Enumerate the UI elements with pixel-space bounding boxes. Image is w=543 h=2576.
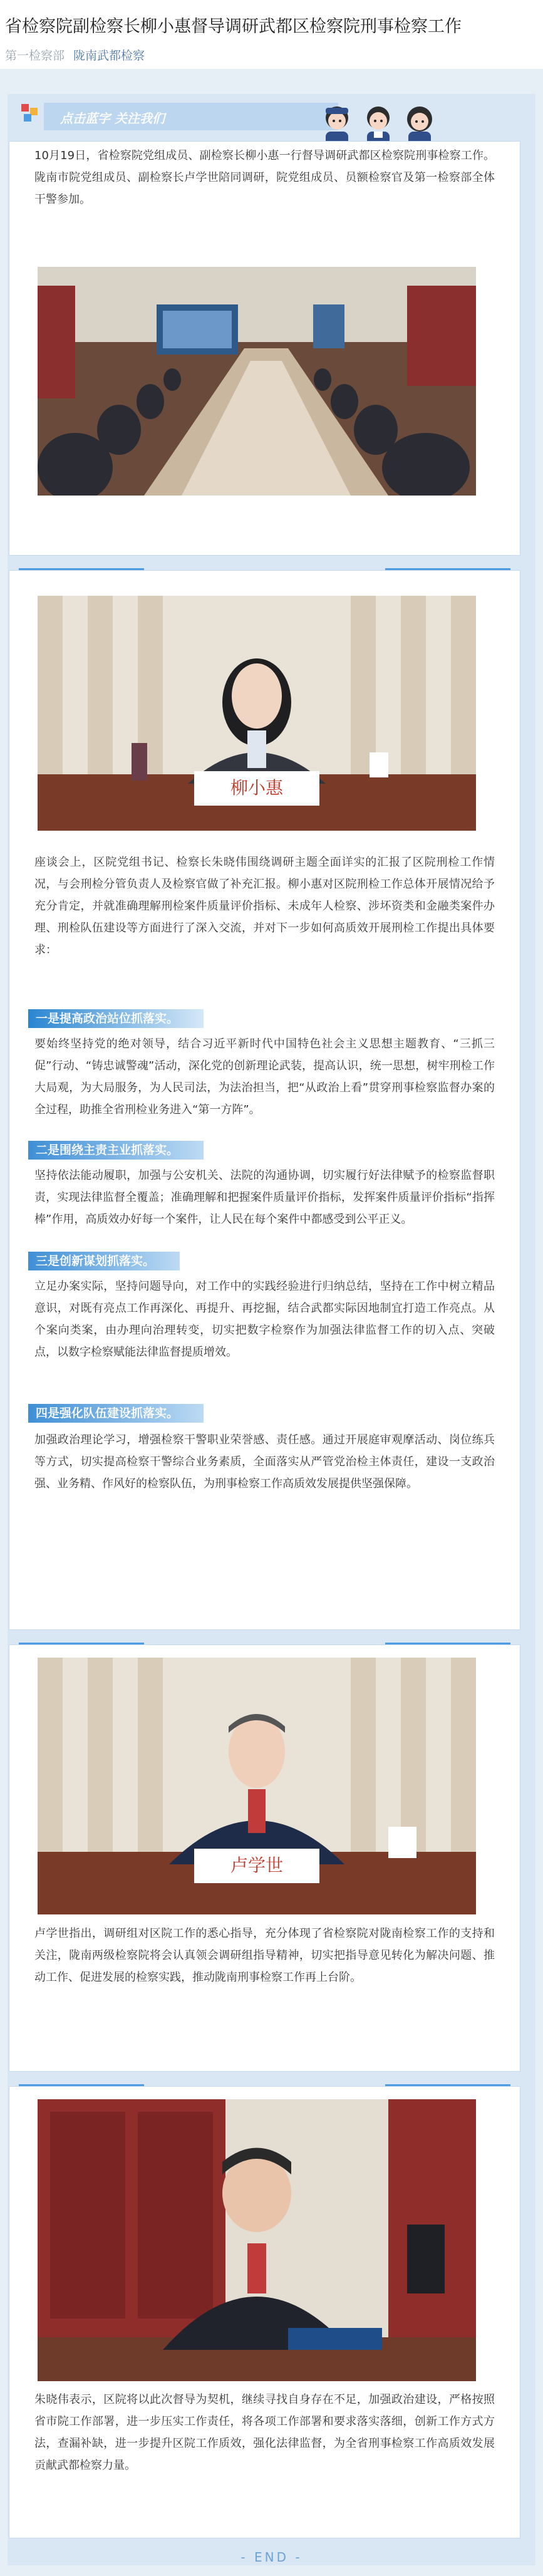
meeting-room-photo [38, 267, 476, 496]
article-meta [5, 46, 145, 63]
speaker-photo [38, 1658, 476, 1914]
content-card [9, 141, 520, 556]
divider [385, 2084, 510, 2086]
section-heading: 四是强化队伍建设抓落实。 [28, 1404, 204, 1423]
divider [19, 568, 144, 570]
paragraph: 坚持依法能动履职，加强与公安机关、法院的沟通协调，切实履行好法律赋予的检察监督职责，实现法律监督全覆盖；准确理解和把握案件质量评价指标，发挥案件质量评价指标“指挥棒”作用，高质效办好每一个案件，让人民在每个案件中都感受到公平正义。 [34, 1169, 495, 1226]
section-heading: 二是围绕主责主业抓落实。 [28, 1141, 204, 1160]
logo-icon [21, 104, 39, 122]
section-heading: 三是创新谋划抓落实。 [28, 1252, 180, 1270]
article-title: 省检察院副检察长柳小惠督导调研武都区检察院刑事检察工作 [5, 17, 462, 36]
content-card [9, 1644, 520, 2072]
divider [385, 568, 510, 570]
content-card [9, 2086, 520, 2538]
speaker-photo [38, 2099, 476, 2381]
follow-text: 点击蓝字 关注我们 [60, 111, 165, 126]
paragraph: 座谈会上，区院党组书记、检察长朱晓伟围绕调研主题全面详实的汇报了区院刑检工作情况，与会刑检分管负责人及检察官做了补充汇报。柳小惠对区院刑检工作总体开展情况给予充分肯定，并就准确理解刑检案件质量评价指标、未成年人检察、涉坏资类和金融类案件办理、刑检队伍建设等方面进行了深入交流，并对下一步如何高质效开展刑检工作提出具体要求： [34, 856, 495, 957]
content-card [9, 570, 520, 1630]
article-source: 第一检察部 [5, 49, 65, 63]
article-header [0, 0, 543, 69]
nameplate: 卢学世 [230, 1855, 283, 1876]
paragraph: 要始终坚持党的绝对领导，结合习近平新时代中国特色社会主义思想主题教育、“三抓三促”行动、“铸忠诚警魂”活动，深化党的创新理论武装，提高认识，统一思想，树牢刑检工作大局观，为大局服务，为人民司法，为法治担当，把“从政治上看”贯穿刑事检察监督办案的全过程，助推全省刑检业务进入“第一方阵”。 [34, 1037, 495, 1116]
paragraph: 卢学世指出，调研组对区院工作的悉心指导，充分体现了省检察院对陇南检察工作的支持和关注，陇南两级检察院将会认真领会调研组指导精神，切实把指导意见转化为解决问题、推动工作、促进发展的检察实践，推动陇南刑事检察工作再上台阶。 [34, 1927, 495, 1984]
divider [19, 1643, 144, 1644]
paragraph: 10月19日，省检察院党组成员、副检察长柳小惠一行督导调研武都区检察院刑事检察工作。陇南市院党组成员、副检察长卢学世陪同调研，院党组成员、员额检察官及第一检察部全体干警参加。 [34, 149, 495, 206]
speaker-photo [38, 596, 476, 831]
divider [19, 2084, 144, 2086]
section-heading: 一是提高政治站位抓落实。 [28, 1009, 204, 1028]
paragraph: 加强政治理论学习，增强检察干警职业荣誉感、责任感。通过开展庭审观摩活动、岗位练兵等方式，切实提高检察干警综合业务素质，全面落实从严管党治检主体责任，建设一支政治强、业务精、作风好的检察队伍，为刑事检察工作高质效发展提供坚强保障。 [34, 1433, 495, 1490]
end-marker: - END - [240, 2550, 303, 2565]
paragraph: 立足办案实际，坚持问题导向，对工作中的实践经验进行归纳总结，坚持在工作中树立精品意识，对既有亮点工作再深化、再提升、再挖掘，结合武都实际因地制宜打造工作亮点。从个案向类案，由办理向治理转变，切实把数字检察作为加强法律监督工作的切入点、突破点，以数字检察赋能法律监督提质增效。 [34, 1280, 495, 1359]
divider [385, 1643, 510, 1644]
nameplate: 柳小惠 [230, 777, 283, 798]
account-name-link[interactable]: 陇南武都检察 [73, 49, 145, 63]
follow-ribbon[interactable] [44, 103, 338, 130]
paragraph: 朱晓伟表示，区院将以此次督导为契机，继续寻找自身存在不足，加强政治建设，严格按照省市院工作部署，进一步压实工作责任，将各项工作部署和要求落实落细，创新工作方式方法，查漏补缺，进一步提升区院工作质效，强化法律监督，为全省刑事检察工作高质效发展贡献武都检察力量。 [34, 2393, 495, 2472]
